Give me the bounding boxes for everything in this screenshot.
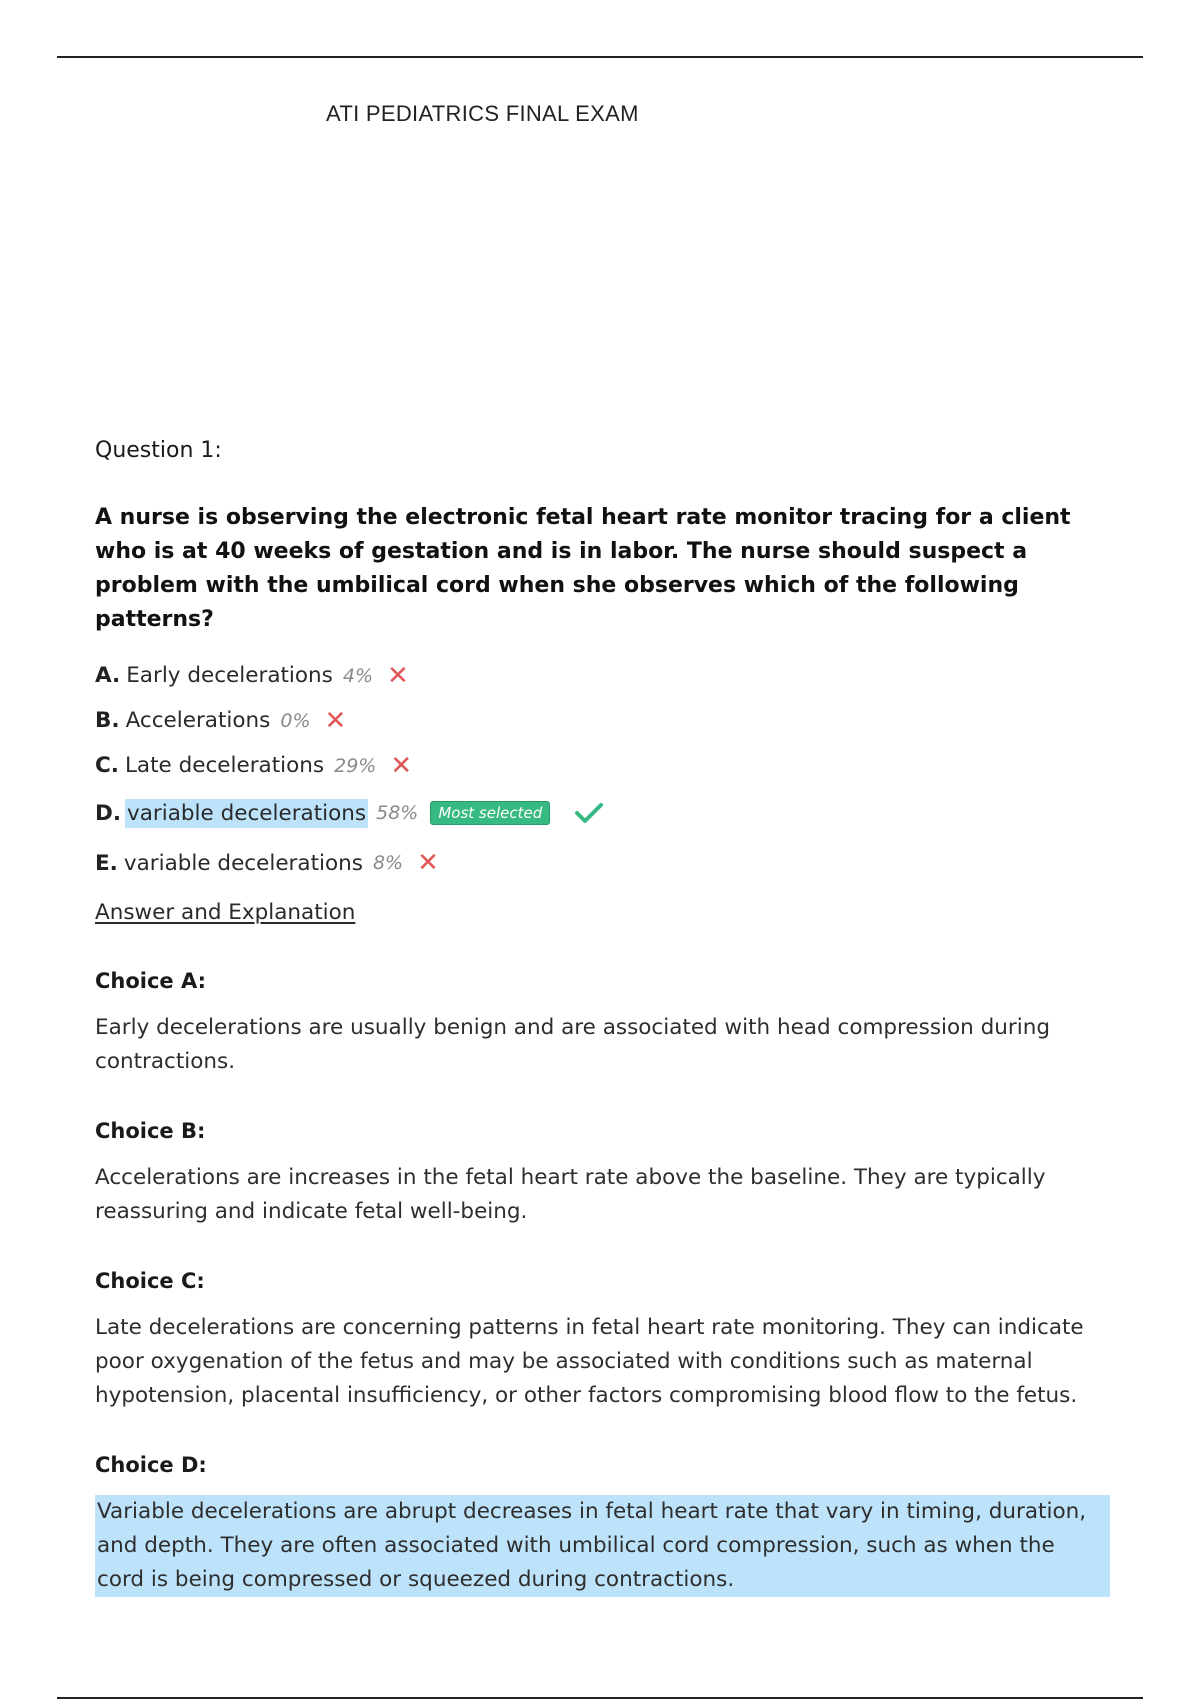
choice-letter: B. <box>95 708 120 733</box>
x-icon: ✕ <box>324 705 347 736</box>
question-content <box>95 438 1110 1597</box>
bottom-rule <box>57 1697 1143 1699</box>
explanation-heading-d: Choice D: <box>95 1453 207 1477</box>
check-icon <box>574 801 604 825</box>
choice-text: Early decelerations <box>126 663 333 688</box>
choice-c[interactable] <box>95 743 1110 788</box>
explanation-heading-c: Choice C: <box>95 1269 205 1293</box>
explanation-body-a: Early decelerations are usually benign and are associated with head compression during contractions. <box>95 1015 1051 1074</box>
x-icon: ✕ <box>417 848 439 878</box>
choice-letter: A. <box>95 663 121 688</box>
choice-text: Late decelerations <box>124 753 325 778</box>
choice-text: Accelerations <box>125 708 271 733</box>
choice-letter: E. <box>95 850 118 876</box>
choice-percent: 0% <box>280 709 311 732</box>
explanation-body-c: Late decelerations are concerning patterns in fetal heart rate monitoring. They can indicate poor oxygenation of the fetus and may be associated with conditions such as maternal hypotension, placental insufficiency, or other factors compromising blood flow to the fetus. <box>95 1315 1084 1408</box>
question-stem: A nurse is observing the electronic fetal heart rate monitor tracing for a client who is at 40 weeks of gestation and is in labor. The nurse should suspect a problem with the umbilical cord when she observes which of the following patterns? <box>95 505 1071 632</box>
choice-percent: 8% <box>372 852 404 874</box>
choice-percent: 4% <box>342 664 374 687</box>
choice-percent: 29% <box>334 754 377 777</box>
choice-letter: D. <box>95 800 122 826</box>
explanation-heading-a: Choice A: <box>95 969 207 993</box>
top-rule <box>57 56 1143 58</box>
x-icon: ✕ <box>390 750 413 781</box>
choice-e[interactable] <box>95 838 1110 888</box>
answer-and-explanation-link[interactable]: Answer and Explanation <box>95 900 356 925</box>
choice-d[interactable] <box>95 788 1110 838</box>
explanation-body-b: Accelerations are increases in the fetal heart rate above the baseline. They are typically reassuring and indicate fetal well-being. <box>95 1165 1046 1224</box>
explanation-body-d-highlighted: Variable decelerations are abrupt decreases in fetal heart rate that vary in timing, duration, and depth. They are often associated with umbilical cord compression, such as when the cord is being compressed or squeezed during contractions. <box>95 1495 1110 1597</box>
choice-b[interactable] <box>95 698 1110 743</box>
choice-text: variable decelerations <box>123 850 363 876</box>
most-selected-badge: Most selected <box>430 801 550 825</box>
choice-letter: C. <box>95 753 119 778</box>
answer-choices <box>95 653 1110 888</box>
choice-percent: 58% <box>376 802 419 824</box>
x-icon: ✕ <box>387 660 409 691</box>
choice-text-highlighted: variable decelerations <box>127 800 367 826</box>
choice-a[interactable] <box>95 653 1110 698</box>
question-number: Question 1: <box>95 438 222 463</box>
explanation-heading-b: Choice B: <box>95 1119 206 1143</box>
document-title: ATI PEDIATRICS FINAL EXAM <box>326 101 639 126</box>
